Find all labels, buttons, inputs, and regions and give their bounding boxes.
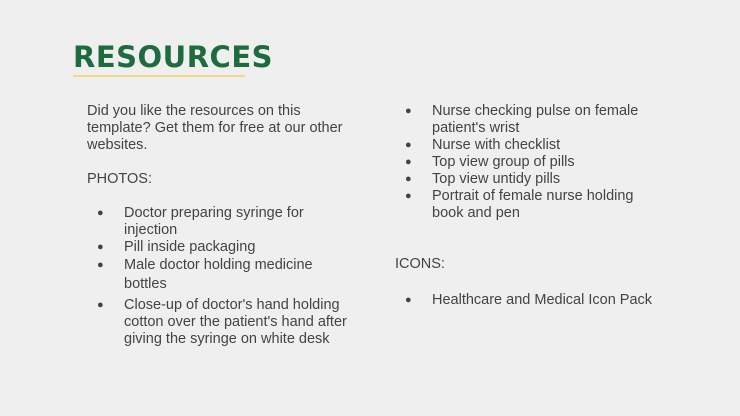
bullet-icon: ● bbox=[405, 105, 412, 117]
list-item bbox=[395, 103, 665, 137]
list-item bbox=[395, 188, 665, 222]
list-item bbox=[87, 256, 357, 294]
bullet-icon: ● bbox=[405, 156, 412, 168]
list-item bbox=[395, 137, 665, 154]
list-item-label: Top view untidy pills bbox=[432, 171, 561, 187]
bullet-icon: ● bbox=[97, 207, 104, 219]
list-item bbox=[87, 205, 357, 239]
list-item-label: Healthcare and Medical Icon Pack bbox=[432, 292, 653, 308]
list-item-label: Pill inside packaging bbox=[124, 239, 256, 255]
bullet-icon: ● bbox=[97, 259, 104, 271]
list-item bbox=[395, 154, 665, 171]
bullet-icon: ● bbox=[405, 190, 412, 202]
photos-heading: PHOTOS: bbox=[87, 171, 152, 187]
list-item-label: Nurse with checklist bbox=[432, 137, 561, 153]
list-item bbox=[395, 171, 665, 188]
right-column bbox=[395, 103, 665, 310]
bullet-icon: ● bbox=[405, 173, 412, 185]
photos-list-left bbox=[87, 205, 357, 348]
icons-heading: ICONS: bbox=[395, 256, 445, 272]
list-item-label: Nurse checking pulse on female patient's wrist bbox=[432, 103, 639, 136]
list-item bbox=[395, 290, 665, 310]
list-item-label: Male doctor holding medicine bottles bbox=[124, 257, 313, 292]
bullet-icon: ● bbox=[405, 294, 412, 306]
bullet-icon: ● bbox=[405, 139, 412, 151]
list-item-label: Close-up of doctor's hand holding cotton over the patient's hand after giving the syringe on white desk bbox=[124, 297, 347, 347]
list-item-label: Top view group of pills bbox=[432, 154, 575, 170]
icons-list bbox=[395, 290, 665, 310]
photos-list-right bbox=[395, 103, 665, 222]
spacer bbox=[395, 222, 665, 256]
list-item bbox=[87, 239, 357, 256]
left-column bbox=[87, 103, 357, 348]
bullet-icon: ● bbox=[97, 299, 104, 311]
page-title: RESOURCES bbox=[73, 40, 274, 74]
title-underline bbox=[73, 75, 245, 77]
list-item bbox=[87, 297, 357, 348]
intro-text: Did you like the resources on this template? Get them for free at our other websites. bbox=[87, 103, 343, 153]
list-item-label: Doctor preparing syringe for injection bbox=[124, 205, 304, 238]
list-item-label: Portrait of female nurse holding book and pen bbox=[432, 188, 634, 221]
bullet-icon: ● bbox=[97, 241, 104, 253]
